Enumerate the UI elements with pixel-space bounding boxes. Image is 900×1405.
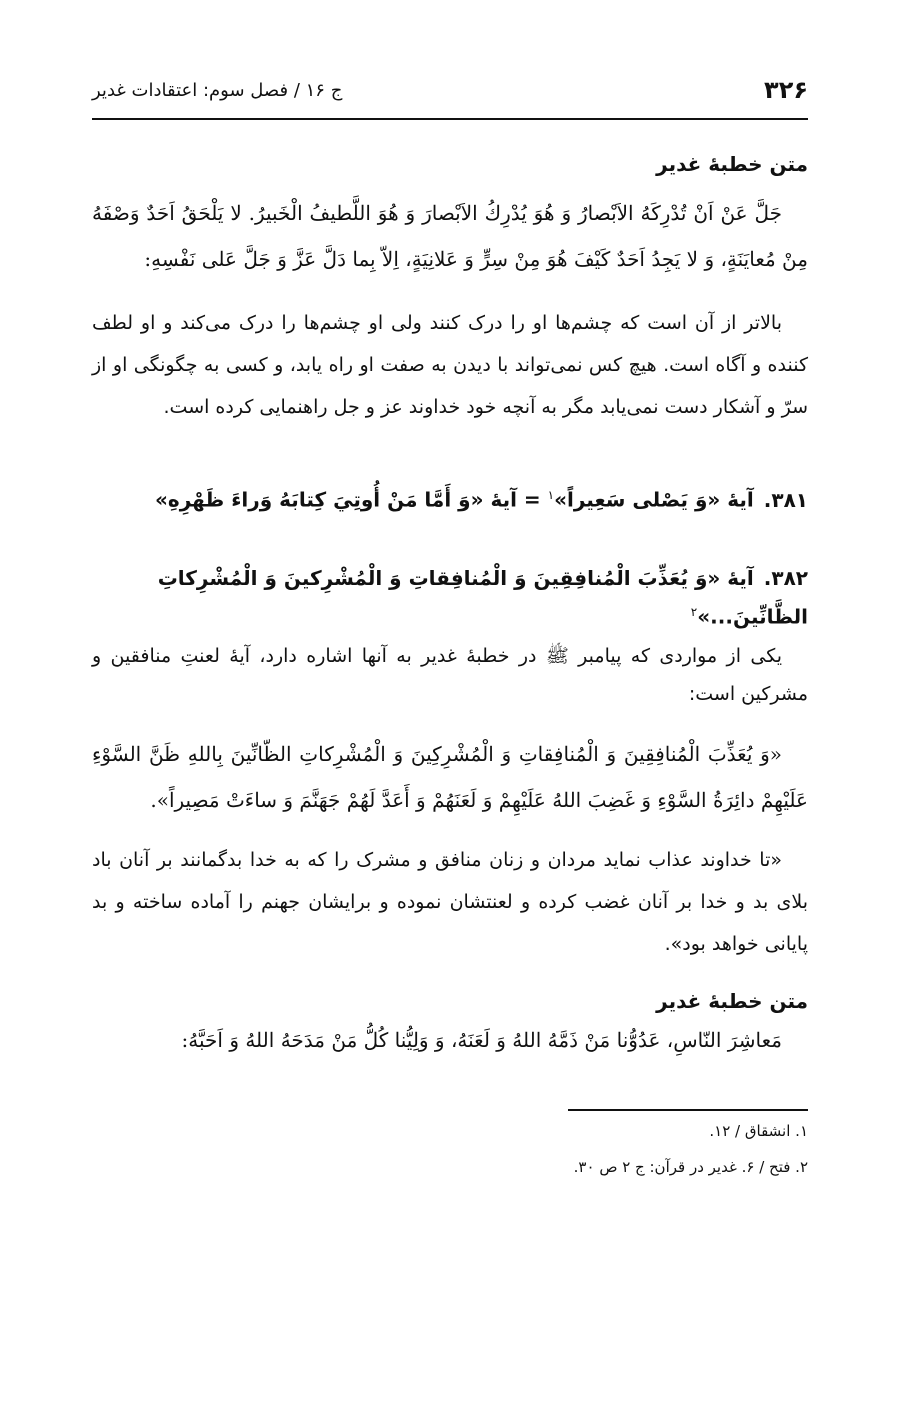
entry-title — [92, 478, 808, 517]
running-head: ج ۱۶ / فصل سوم: اعتقادات غدیر — [92, 80, 343, 101]
page-header — [92, 70, 808, 120]
entry-title — [92, 561, 808, 634]
footnote-item: ۱. انشقاق / ۱۲. — [709, 1122, 808, 1141]
book-page — [92, 0, 808, 1405]
arabic-text: مَعاشِرَ النّاسِ، عَدُوُّنا مَنْ ذَمَّهُ اللهُ وَ لَعَنَهُ، وَ وَلِيُّنا كُلُّ مَنْ مَدَحَهُ اللهُ وَ اَحَبَّهُ: — [181, 1028, 782, 1053]
arabic-text: جَلَّ عَنْ اَنْ تُدْرِكَهُ الاَبْصارُ وَ هُوَ يُدْرِكُ الاَبْصارَ وَ هُوَ اللَّطيفُ الْخَبيرُ. لا يَلْحَقُ اَحَدٌ وَصْفَهُ مِنْ مُعايَنَةٍ، وَ لا يَجِدُ اَحَدٌ كَيْفَ هُوَ مِنْ سِرٍّ وَ عَلانِيَةٍ، اِلاّ بِما دَلَّ عَزَّ وَ جَلَّ عَلى نَفْسِهِ: — [92, 201, 808, 271]
arabic-quote: «وَ يُعَذِّبَ الْمُنافِقِينَ وَ الْمُنافِقاتِ وَ الْمُشْرِكِينَ وَ الْمُشْرِكاتِ الظّانِّينَ بِاللهِ ظَنَّ السَّوْءِ عَلَيْهِمْ دائِرَةُ السَّوْءِ وَ غَضِبَ اللهُ عَلَيْهِمْ وَ لَعَنَهُمْ وَ أَعَدَّ لَهُمْ جَهَنَّمَ وَ ساءَتْ مَصِيراً». — [92, 742, 808, 813]
entry-title-part1: آيهٔ «وَ يَصْلى سَعِيراً» — [554, 487, 754, 512]
footnote-divider — [568, 1109, 808, 1111]
section-heading: متن خطبهٔ غدیر — [656, 152, 808, 176]
footnote-ref[interactable]: ۱ — [547, 488, 555, 502]
persian-translation: بالاتر از آن است که چشم‌ها او را درک کنند ولی او چشم‌ها را درک می‌کند و او لطف کننده و آگاه است. هیچ کس نمی‌تواند با دیدن به صفت او راه یابد، و کسی به چگونگی او از سرّ و آشکار دست نمی‌یابد مگر به آنچه خود خداوند عز و جل راهنمایی کرده است. — [92, 312, 808, 418]
persian-intro: یکی از مواردی که پیامبر ﷺ در خطبهٔ غدیر به آنها اشاره دارد، آیهٔ لعنتِ منافقین و مشرکین است: — [92, 645, 808, 706]
footnote-list — [92, 1119, 808, 1179]
footnote-item: ۲. فتح / ۶. غدیر در قرآن: ج ۲ ص ۳۰. — [573, 1158, 808, 1177]
section-heading: متن خطبهٔ غدیر — [656, 989, 808, 1014]
entry-title-part2: = آيهٔ «وَ أَمَّا مَنْ أُوتِيَ كِتابَهُ وَراءَ ظَهْرِهِ» — [155, 487, 548, 512]
persian-translation: «تا خداوند عذاب نماید مردان و زنان منافق و مشرک را که به خدا بدگمانند بر آنان باد بلای بد و خدا بر آنان غضب کرده و لعنتشان نموده و برایشان جهنم را آماده ساخته و بد پایانی خواهد بود». — [92, 849, 808, 956]
section-khutba-1 — [92, 148, 808, 428]
page-number: ۳۲۶ — [764, 76, 808, 104]
entry-381 — [92, 478, 808, 517]
entry-number: ۳۸۲. — [763, 565, 808, 590]
entry-382 — [92, 561, 808, 966]
entry-number: ۳۸۱. — [763, 487, 808, 512]
page-content — [92, 148, 808, 1179]
section-khutba-2 — [92, 985, 808, 1063]
footnote-ref[interactable]: ۲ — [690, 604, 698, 619]
footnotes — [92, 1109, 808, 1179]
entry-title-text: آيهٔ «وَ يُعَذِّبَ الْمُنافِقِينَ وَ الْمُنافِقاتِ وَ الْمُشْرِكينَ وَ الْمُشْرِكاتِ الظَّانِّينَ...» — [157, 565, 808, 629]
